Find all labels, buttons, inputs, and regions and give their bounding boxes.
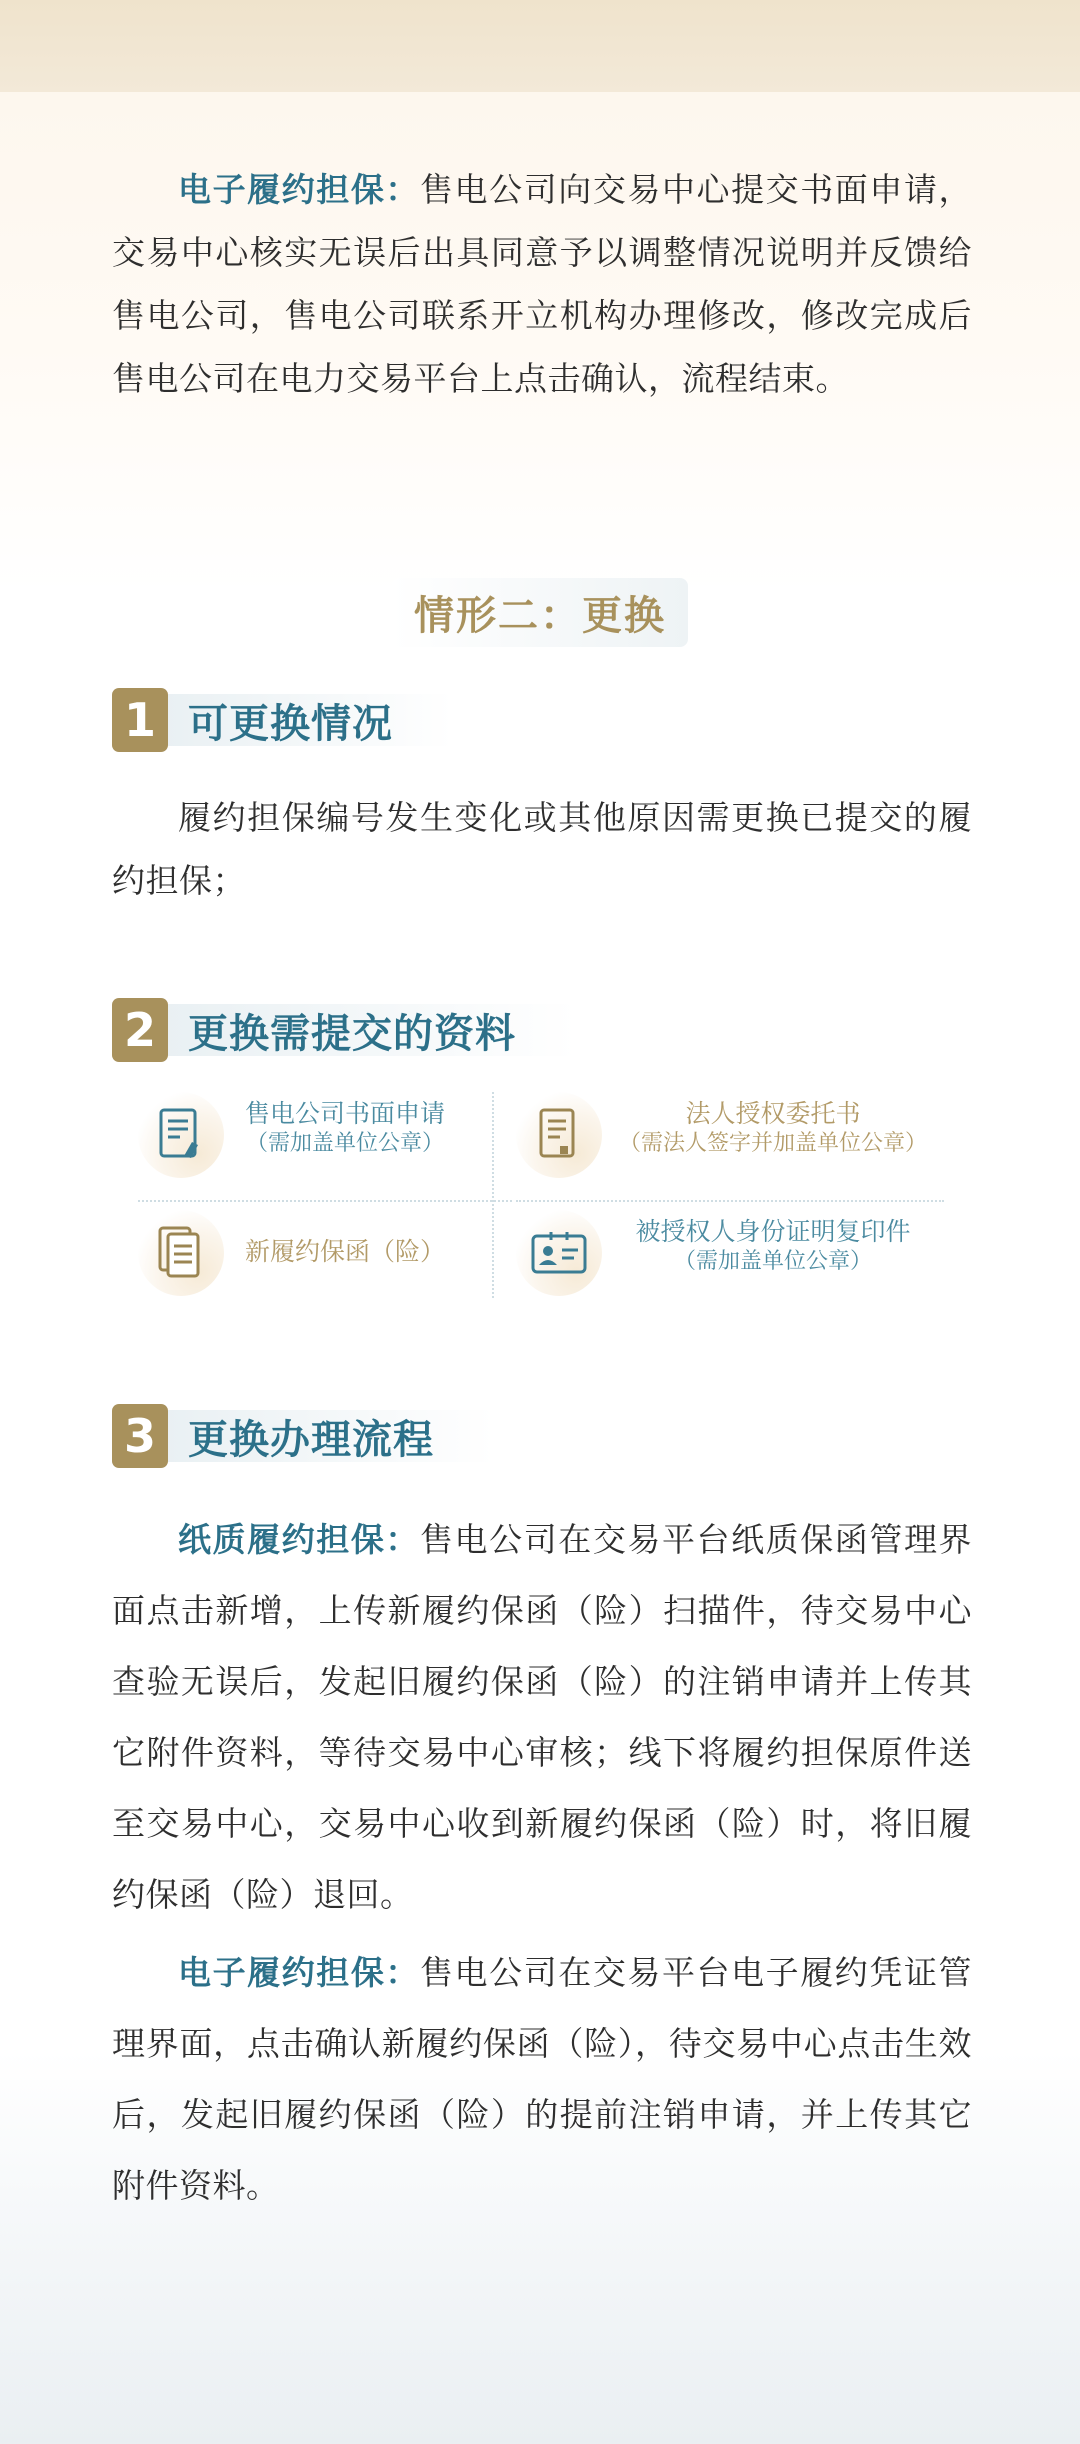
paper-keyword: 纸质履约担保： — [178, 1520, 420, 1559]
authorization-document-icon — [516, 1092, 602, 1178]
material-note-1: （需加盖单位公章） — [245, 1131, 444, 1156]
material-note-4: （需加盖单位公章） — [673, 1249, 872, 1274]
material-text-2 — [608, 1098, 938, 1158]
section-1-text: 履约担保编号发生变化或其他原因需更换已提交的履约担保； — [112, 798, 972, 900]
grid-horizontal-divider-left — [138, 1200, 512, 1202]
situation-heading — [0, 578, 1080, 647]
material-label-4: 被授权人身份证明复印件 — [635, 1217, 911, 1246]
material-text-1 — [230, 1098, 460, 1158]
materials-grid — [138, 1092, 944, 1292]
id-card-icon — [516, 1210, 602, 1296]
section-1-header — [112, 688, 453, 752]
intro-text: 售电公司向交易中心提交书面申请，交易中心核实无误后出具同意予以调整情况说明并反馈给售电公司，售电公司联系开立机构办理修改，修改完成后售电公司在电力交易平台上点击确认，流程结束。 — [112, 170, 973, 398]
material-label-1: 售电公司书面申请 — [244, 1099, 445, 1128]
section-2-header — [112, 998, 576, 1062]
paper-guarantee-paragraph — [112, 1504, 972, 1930]
section-3-title: 更换办理流程 — [162, 1410, 494, 1462]
section-1-title: 可更换情况 — [162, 694, 453, 746]
material-item-written-application — [138, 1092, 488, 1184]
situation-title: 情形二：更换 — [392, 578, 688, 647]
section-2-number: 2 — [112, 998, 168, 1062]
grid-horizontal-divider-right — [516, 1200, 944, 1202]
material-text-3 — [230, 1236, 460, 1268]
handwritten-document-icon — [138, 1092, 224, 1178]
intro-paragraph — [112, 158, 972, 410]
paper-text: 售电公司在交易平台纸质保函管理界面点击新增，上传新履约保函（险）扫描件，待交易中心查验无误后，发起旧履约保函（险）的注销申请并上传其它附件资料，等待交易中心审核；线下将履约担保原件送至交易中心，交易中心收到新履约保函（险）时，将旧履约保函（险）退回。 — [112, 1520, 973, 1914]
section-3-number: 3 — [112, 1404, 168, 1468]
grid-vertical-divider — [492, 1092, 494, 1298]
intro-keyword: 电子履约担保： — [178, 170, 420, 209]
material-label-3: 新履约保函（险） — [244, 1237, 445, 1266]
section-1-number: 1 — [112, 688, 168, 752]
material-note-2: （需法人签字并加盖单位公章） — [618, 1131, 927, 1156]
section-3-header — [112, 1404, 494, 1468]
electronic-keyword: 电子履约担保： — [178, 1953, 420, 1992]
document-copies-icon — [138, 1210, 224, 1296]
electronic-guarantee-paragraph — [112, 1937, 972, 2221]
top-header-band — [0, 0, 1080, 92]
electronic-text: 售电公司在交易平台电子履约凭证管理界面，点击确认新履约保函（险），待交易中心点击生效后，发起旧履约保函（险）的提前注销申请，并上传其它附件资料。 — [112, 1953, 973, 2205]
material-item-authorization — [516, 1092, 944, 1184]
material-label-2: 法人授权委托书 — [685, 1099, 861, 1128]
material-item-id-copy — [516, 1210, 944, 1302]
material-text-4 — [608, 1216, 938, 1276]
material-item-new-guarantee — [138, 1210, 488, 1302]
section-2-title: 更换需提交的资料 — [162, 1004, 576, 1056]
